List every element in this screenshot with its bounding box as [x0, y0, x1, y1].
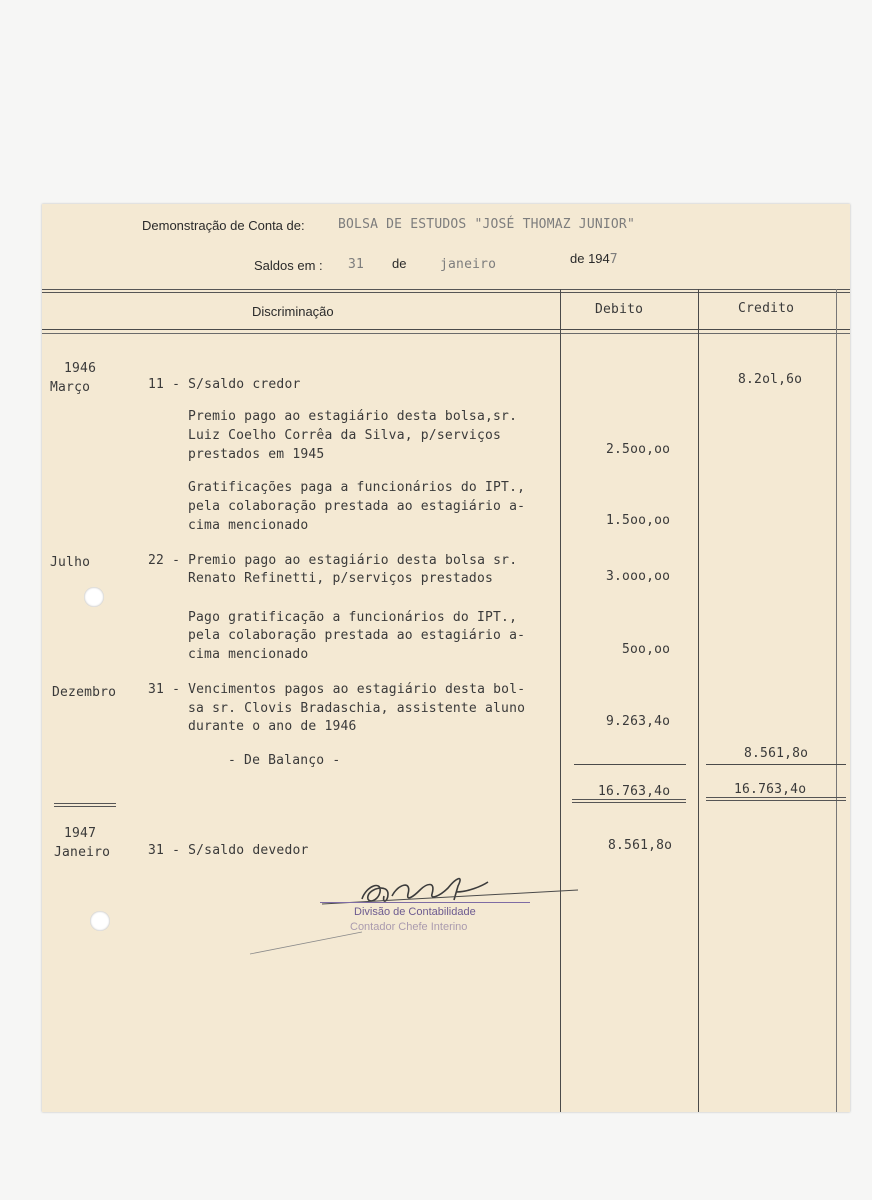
saldos-day: 31 [348, 257, 365, 272]
total-debit: 16.763,4o [598, 784, 671, 799]
punch-hole [90, 911, 110, 931]
entry-debit: 2.5oo,oo [606, 442, 671, 457]
entry-line: cima mencionado [188, 518, 309, 533]
entry-line: sa sr. Clovis Bradaschia, assistente aluno [188, 701, 526, 716]
punch-hole [84, 587, 104, 607]
entry-line: cima mencionado [188, 647, 309, 662]
debit-total-double-rule [572, 799, 686, 803]
balance-credit: 8.561,8o [744, 746, 809, 761]
closing-month: Janeiro [54, 845, 111, 860]
header-bottom-rule [42, 329, 850, 330]
debit-sum-rule [574, 764, 686, 765]
credit-sum-rule [706, 764, 846, 765]
entry-credit: 8.2ol,6o [738, 372, 803, 387]
entry-line: pela colaboração prestada ao estagiário a- [188, 628, 526, 643]
balance-label: - De Balanço - [228, 753, 341, 768]
entry-line: Gratificações paga a funcionários do IPT., [188, 480, 526, 495]
year-digit: 7 [609, 252, 618, 267]
entry-line: Premio pago ao estagiário desta bolsa,sr. [188, 409, 518, 424]
entry-debit: 3.ooo,oo [606, 569, 671, 584]
saldos-de-label: de [392, 256, 407, 271]
column-header-debit: Debito [595, 302, 644, 317]
entry-line: Renato Refinetti, p/serviços prestados [188, 571, 494, 586]
entry-month: Julho [50, 555, 91, 570]
stamp-line-1: Divisão de Contabilidade [354, 906, 476, 918]
column-header-description: Discriminação [252, 304, 334, 319]
entry-month: Março [50, 380, 91, 395]
total-credit: 16.763,4o [734, 782, 807, 797]
closing-description: 31 - S/saldo devedor [148, 843, 309, 858]
account-name: BOLSA DE ESTUDOS "JOSÉ THOMAZ JUNIOR" [338, 217, 635, 232]
column-header-credit: Credito [738, 301, 795, 316]
account-label: Demonstração de Conta de: [142, 218, 305, 233]
header-bottom-rule-2 [42, 333, 850, 334]
entry-debit: 9.263,4o [606, 714, 671, 729]
entry-line: Luiz Coelho Corrêa da Silva, p/serviços [188, 428, 502, 443]
entry-year: 1946 [64, 361, 97, 376]
stamp-line-2: Contador Chefe Interino [350, 921, 468, 933]
credit-column-divider [698, 289, 699, 1112]
table-top-rule [42, 289, 850, 293]
entry-description: 11 - S/saldo credor [148, 377, 301, 392]
right-border [836, 289, 837, 1112]
ledger-sheet [42, 204, 850, 1112]
entry-line: prestados em 1945 [188, 447, 325, 462]
entry-line: 31 - Vencimentos pagos ao estagiário desta bol- [148, 682, 526, 697]
closing-debit: 8.561,8o [608, 838, 673, 853]
entry-line: Pago gratificação a funcionários do IPT., [188, 610, 518, 625]
entry-month: Dezembro [52, 685, 117, 700]
left-double-rule [54, 803, 116, 807]
entry-line: pela colaboração prestada ao estagiário a- [188, 499, 526, 514]
year-prefix: de 194 [570, 251, 610, 266]
saldos-label: Saldos em : [254, 258, 323, 273]
credit-total-double-rule [706, 797, 846, 801]
debit-column-divider [560, 289, 561, 1112]
entry-debit: 1.5oo,oo [606, 513, 671, 528]
saldos-year-label [570, 251, 618, 267]
entry-debit: 5oo,oo [622, 642, 671, 657]
closing-year: 1947 [64, 826, 97, 841]
saldos-month: janeiro [440, 257, 497, 272]
entry-line: 22 - Premio pago ao estagiário desta bolsa sr. [148, 553, 518, 568]
stamp-rule [320, 902, 530, 903]
entry-line: durante o ano de 1946 [188, 719, 357, 734]
